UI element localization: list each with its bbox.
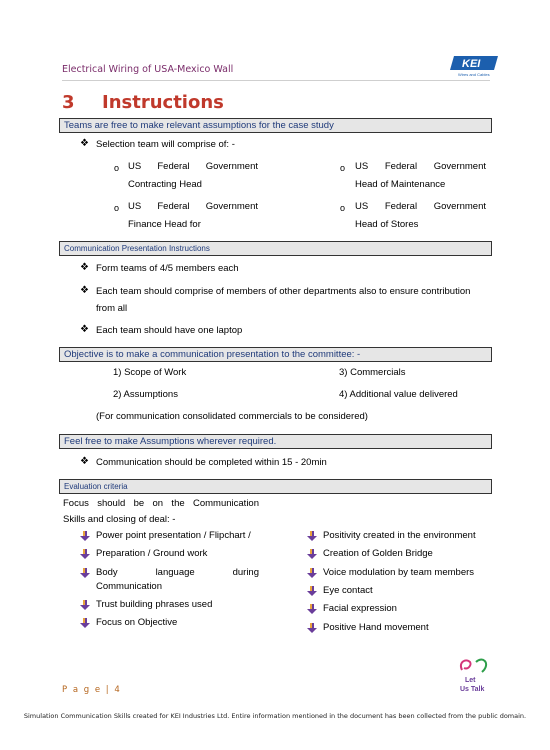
bar-objective: Objective is to make a communication presentation to the committee: - [59, 347, 492, 362]
lets-talk-logo [456, 656, 492, 696]
objective-4: 4) Additional value delivered [339, 389, 458, 400]
objective-note: (For communication consolidated commercials to be considered) [96, 411, 368, 422]
member-4-line2: Head of Stores [355, 219, 419, 230]
objective-2: 2) Assumptions [113, 389, 178, 400]
comm-bullet-2: Each team should comprise of members of other departments also to ensure contribution [96, 286, 471, 297]
left-criterion-3-cont: Communication [96, 581, 162, 592]
section-heading [62, 92, 224, 113]
arrow-bullet-icon [307, 604, 317, 614]
header-rule [62, 80, 490, 81]
diamond-bullet-icon: ❖ [80, 138, 89, 149]
bar-assumptions: Feel free to make Assumptions wherever required. [59, 434, 492, 449]
focus-line-2: Skills and closing of deal: - [63, 514, 176, 525]
lets-logo-line2: Us Talk [460, 686, 485, 693]
right-criterion-4: Eye contact [323, 585, 373, 596]
page-number: P a g e | 4 [62, 685, 122, 695]
arrow-bullet-icon [80, 600, 90, 610]
document-title: Electrical Wiring of USA-Mexico Wall [62, 64, 234, 75]
assumption-bullet: Communication should be completed within 15 - 20min [96, 457, 327, 468]
circle-bullet-icon: o [114, 163, 120, 173]
left-criterion-3: Body language during [96, 567, 259, 578]
circle-bullet-icon: o [114, 203, 120, 213]
objective-3: 3) Commercials [339, 367, 406, 378]
objective-1: 1) Scope of Work [113, 367, 187, 378]
circle-bullet-icon: o [340, 163, 346, 173]
section-number: 3 [62, 92, 75, 113]
bar-evaluation-criteria: Evaluation criteria [59, 479, 492, 494]
diamond-bullet-icon: ❖ [80, 324, 89, 335]
page-number-value: 4 [114, 685, 122, 695]
arrow-bullet-icon [307, 568, 317, 578]
logo-tagline: Wires and Cables [458, 72, 490, 77]
member-1-line2: Contracting Head [128, 179, 202, 190]
left-criterion-5: Focus on Objective [96, 617, 178, 628]
diamond-bullet-icon: ❖ [80, 262, 89, 273]
left-criterion-1: Power point presentation / Flipchart / [96, 530, 251, 541]
bar-assumptions-case: Teams are free to make relevant assumptions for the case study [59, 118, 492, 133]
left-criterion-4: Trust building phrases used [96, 599, 213, 610]
comm-bullet-2-cont: from all [96, 303, 128, 314]
right-criterion-2: Creation of Golden Bridge [323, 548, 433, 559]
section-title: Instructions [102, 92, 224, 113]
member-2-line1: US Federal Government [355, 161, 486, 172]
arrow-bullet-icon [307, 586, 317, 596]
left-criterion-2: Preparation / Ground work [96, 548, 208, 559]
selection-intro: Selection team will comprise of: - [96, 139, 235, 150]
arrow-bullet-icon [307, 549, 317, 559]
arrow-bullet-icon [80, 549, 90, 559]
member-1-line1: US Federal Government [128, 161, 258, 172]
diamond-bullet-icon: ❖ [80, 285, 89, 296]
page-label: P a g e [62, 685, 102, 695]
bar-communication-instructions: Communication Presentation Instructions [59, 241, 492, 256]
member-3-line2: Finance Head for [128, 219, 201, 230]
member-4-line1: US Federal Government [355, 201, 486, 212]
circle-bullet-icon: o [340, 203, 346, 213]
member-3-line1: US Federal Government [128, 201, 258, 212]
comm-bullet-3: Each team should have one laptop [96, 325, 243, 336]
diamond-bullet-icon: ❖ [80, 456, 89, 467]
right-criterion-3: Voice modulation by team members [323, 567, 475, 578]
arrow-bullet-icon [80, 531, 90, 541]
focus-line-1: Focus should be on the Communication [63, 498, 259, 509]
arrow-bullet-icon [80, 568, 90, 578]
right-criterion-5: Facial expression [323, 603, 397, 614]
member-2-line2: Head of Maintenance [355, 179, 446, 190]
comm-bullet-1: Form teams of 4/5 members each [96, 263, 239, 274]
arrow-bullet-icon [307, 623, 317, 633]
logo-text: KEI [462, 58, 481, 70]
arrow-bullet-icon [80, 618, 90, 628]
lets-logo-line1: Let [465, 677, 476, 684]
right-criterion-6: Positive Hand movement [323, 622, 429, 633]
right-criterion-1: Positivity created in the environment [323, 530, 476, 541]
footer-disclaimer: Simulation Communication Skills created for KEI Industries Ltd. Entire information mentioned in the document has been collected from the public domain. [23, 712, 527, 720]
arrow-bullet-icon [307, 531, 317, 541]
kei-logo [448, 54, 500, 78]
